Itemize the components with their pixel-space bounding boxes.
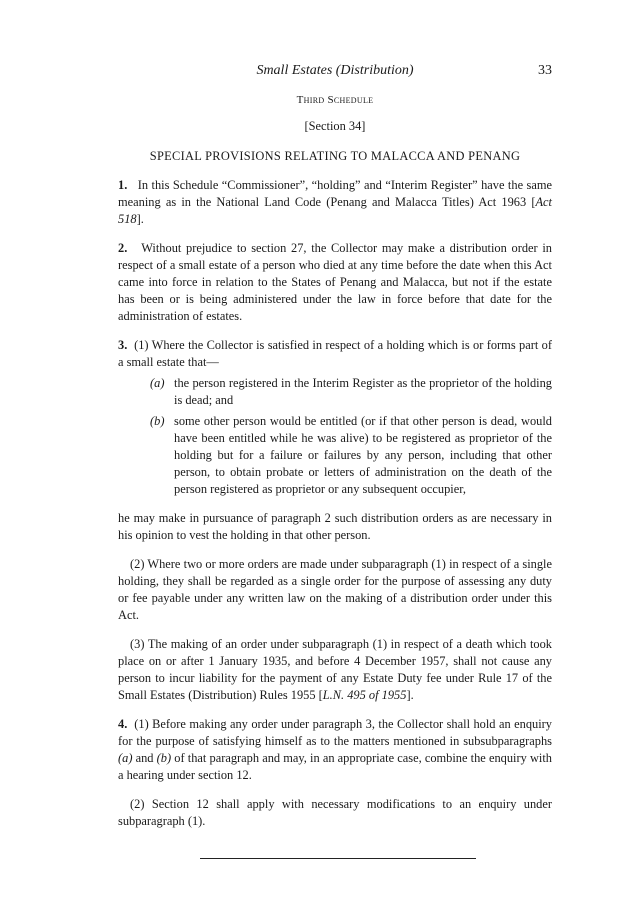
act-reference: Act 518 xyxy=(118,195,552,226)
paragraph-3-subparagraph-3 xyxy=(118,636,552,704)
paragraph-4-subparagraph-2: (2) Section 12 shall apply with necessary modifications to an enquiry under subparagraph (1). xyxy=(118,797,552,828)
schedule-heading: SPECIAL PROVISIONS RELATING TO MALACCA AND PENANG xyxy=(149,149,521,163)
list-item-b xyxy=(118,413,552,498)
paragraph-number: 4. xyxy=(118,717,128,731)
item-label: (a) xyxy=(150,376,165,390)
subparagraph-ref-a: (a) xyxy=(118,751,133,765)
paragraph-3-conclusion: he may make in pursuance of paragraph 2 such distribution orders as are necessary in his opinion to vest the holding in that other person. xyxy=(118,511,552,542)
document-page xyxy=(118,60,552,830)
paragraph-number: 1. xyxy=(118,178,128,192)
paragraph-tail: ]. xyxy=(406,688,414,702)
paragraph-4 xyxy=(118,716,552,784)
subparagraph-ref-b: (b) xyxy=(156,751,172,765)
footer-rule xyxy=(200,858,476,859)
paragraph-number: 2. xyxy=(118,241,128,255)
paragraph-3-subparagraph-2: (2) Where two or more orders are made under subparagraph (1) in respect of a single holding, they shall be regarded as a single order for the purpose of assessing any duty or fee payable under any written law on the making of a distribution order under this Act. xyxy=(118,557,552,622)
paragraph-text-end: of that paragraph and may, in an appropriate case, combine the enquiry with a hearing under section 12. xyxy=(118,751,552,782)
paragraph-number: 3. xyxy=(118,338,128,352)
list-item-a xyxy=(118,375,552,409)
item-label: (b) xyxy=(150,414,165,428)
paragraph-text: (1) Before making any order under paragraph 3, the Collector shall hold an enquiry for the purpose of satisfying himself as to the matters mentioned in subsubparagraphs xyxy=(118,717,552,748)
page-number: 33 xyxy=(538,63,552,78)
paragraph-text-and: and xyxy=(132,751,157,765)
item-text: the person registered in the Interim Register as the proprietor of the holding is dead; and xyxy=(174,376,552,407)
paragraph-text: Without prejudice to section 27, the Collector may make a distribution order in respect of a small estate of a person who died at any time before the date when this Act came into force in relation to the States of Penang and Malacca, but not if the estate has been or is being administered under the law in force before that date for the administration of estates. xyxy=(118,241,552,323)
paragraph-text: (1) Where the Collector is satisfied in respect of a holding which is or forms part of a small estate that— xyxy=(118,338,552,369)
paragraph-1 xyxy=(118,177,552,228)
paragraph-text: In this Schedule “Commissioner”, “holding” and “Interim Register” have the same meaning as in the National Land Code (Penang and Malacca Titles) Act 1963 [ xyxy=(118,178,553,209)
schedule-title: Third Schedule xyxy=(296,94,374,106)
paragraph-2 xyxy=(118,240,552,325)
paragraph-tail: ]. xyxy=(136,212,144,226)
paragraph-3 xyxy=(118,337,552,371)
section-reference: [Section 34] xyxy=(304,119,366,133)
running-title: Small Estates (Distribution) xyxy=(256,63,414,78)
item-text: some other person would be entitled (or if that other person is dead, would have been entitled while he was alive) to be registered as proprietor of the holding but for a failure or failures by any person, including that other person, to obtain probate or letters of administration on the death of the person registered as proprietor or any subsequent occupier, xyxy=(174,414,552,496)
rules-reference: L.N. 495 of 1955 xyxy=(322,688,407,702)
paragraph-text: (3) The making of an order under subparagraph (1) in respect of a death which took place on or after 1 January 1935, and before 4 December 1957, shall not cause any person to incur liability for the payment of any Estate Duty fee under Rule 17 of the Small Estates (Distribution) Rules 1955 [ xyxy=(118,637,552,702)
page-header xyxy=(118,60,552,84)
